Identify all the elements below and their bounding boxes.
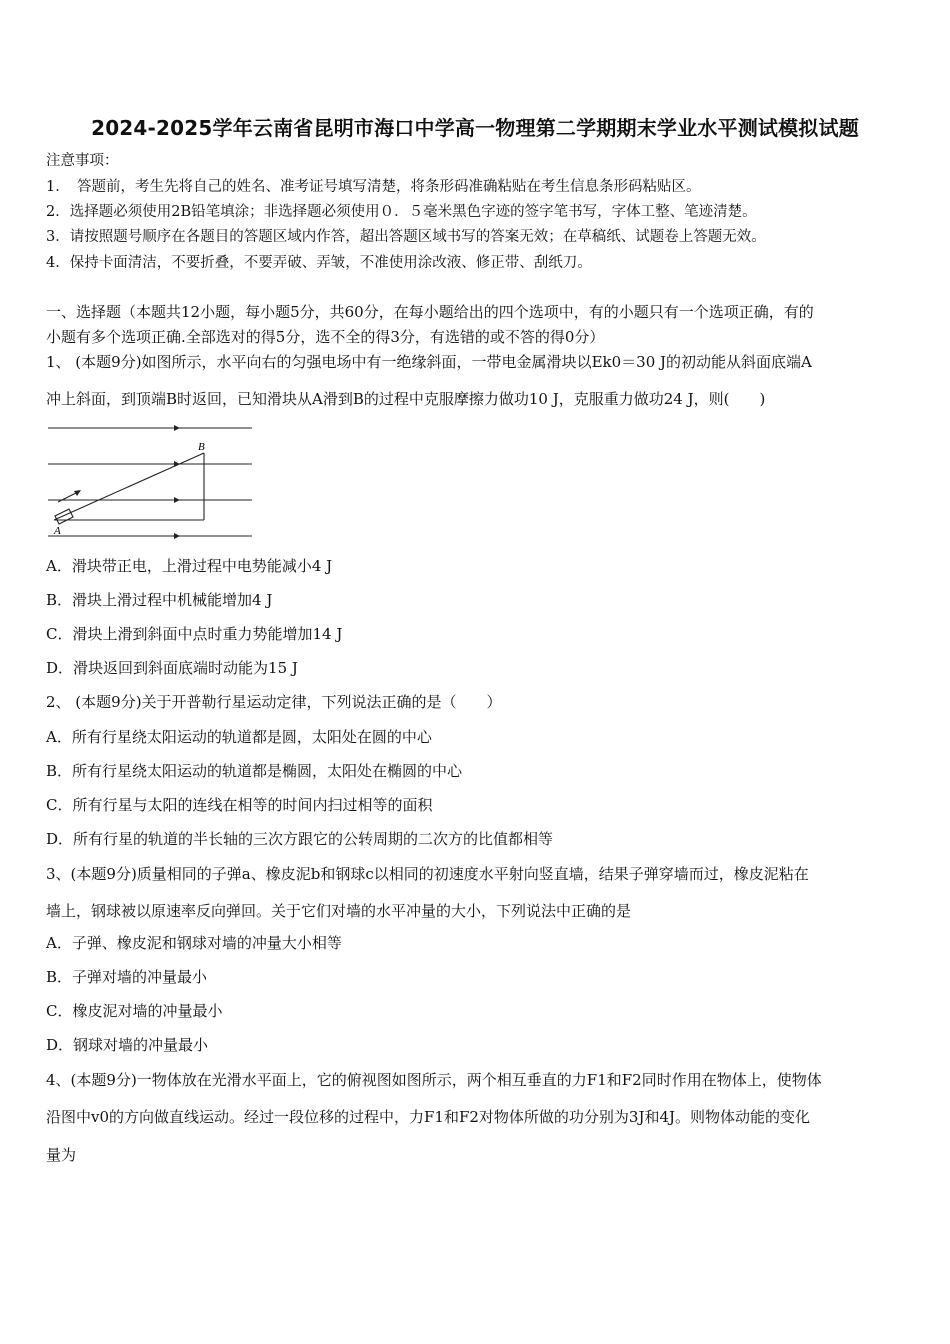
q1-option-a: A．滑块带正电，上滑过程中电势能减小4 J [46,557,333,575]
incline-field-figure [46,420,256,542]
question-3-line-1: 3、(本题9分)质量相同的子弹a、橡皮泥b和钢球c以相同的初速度水平射向竖直墙，结果子弹穿墙而过，橡皮泥粘在 [46,865,809,883]
q2-option-c: C．所有行星与太阳的连线在相等的时间内扫过相等的面积 [46,796,433,814]
q2-option-b: B．所有行星绕太阳运动的轨道都是椭圆，太阳处在椭圆的中心 [46,762,463,780]
label-b: B [198,441,205,453]
notice-item-2: 2．选择题必须使用2B铅笔填涂；非选择题必须使用０．５毫米黑色字迹的签字笔书写，字体工整、笔迹清楚。 [46,204,757,220]
question-4-line-2: 沿图中v0的方向做直线运动。经过一段位移的过程中，力F1和F2对物体所做的功分别为3J和4J。则物体动能的变化 [46,1108,811,1126]
q1-option-d: D．滑块返回到斜面底端时动能为15 J [46,659,298,677]
notice-item-4: 4．保持卡面清洁，不要折叠，不要弄破、弄皱，不准使用涂改液、修正带、刮纸刀。 [46,255,592,271]
field-arrowhead-4 [174,533,180,539]
q1-option-b: B．滑块上滑过程中机械能增加4 J [46,591,273,609]
section-heading-line-2: 小题有多个选项正确.全部选对的得5分，选不全的得3分，有选错的或不答的得0分） [46,328,605,346]
question-3-line-2: 墙上，钢球被以原速率反向弹回。关于它们对墙的水平冲量的大小，下列说法中正确的是 [46,902,632,920]
q2-option-d: D．所有行星的轨道的半长轴的三次方跟它的公转周期的二次方的比值都相等 [46,830,554,848]
q1-option-c: C．滑块上滑到斜面中点时重力势能增加14 J [46,625,343,643]
question-4-line-1: 4、(本题9分)一物体放在光滑水平面上，它的俯视图如图所示，两个相互垂直的力F1和F2同时作用在物体上，使物体 [46,1071,822,1089]
question-2-stem: 2、 (本题9分)关于开普勒行星运动定律，下列说法正确的是（ ） [46,693,502,711]
question-1-line-1: 1、 (本题9分)如图所示，水平向右的匀强电场中有一绝缘斜面，一带电金属滑块以Ek0＝30 J的初动能从斜面底端A [46,353,812,371]
notice-item-3: 3．请按照题号顺序在各题目的答题区域内作答，超出答题区域书写的答案无效；在草稿纸、试题卷上答题无效。 [46,229,766,245]
slider-block [55,509,73,524]
q3-option-d: D．钢球对墙的冲量最小 [46,1036,209,1054]
field-arrowhead-2 [174,461,180,467]
q3-option-c: C．橡皮泥对墙的冲量最小 [46,1002,223,1020]
notice-item-1: 1． 答题前，考生先将自己的姓名、准考证号填写清楚，将条形码准确粘贴在考生信息条形码粘贴区。 [46,179,701,195]
question-4-line-3: 量为 [46,1146,77,1164]
notice-heading: 注意事项： [46,153,119,169]
q2-option-a: A．所有行星绕太阳运动的轨道都是圆，太阳处在圆的中心 [46,728,432,746]
exam-title: 2024-2025学年云南省昆明市海口中学高一物理第二学期期末学业水平测试模拟试题 [91,116,859,140]
field-arrowhead-1 [174,425,180,431]
question-1-line-2: 冲上斜面，到顶端B时返回，已知滑块从A滑到B的过程中克服摩擦力做功10 J，克服重力做功24 J，则( ) [46,390,766,408]
incline-surface [54,453,204,520]
q3-option-b: B．子弹对墙的冲量最小 [46,968,208,986]
q3-option-a: A．子弹、橡皮泥和钢球对墙的冲量大小相等 [46,934,342,952]
section-heading-line-1: 一、选择题（本题共12小题，每小题5分，共60分，在每小题给出的四个选项中，有的小题只有一个选项正确，有的 [46,303,814,321]
label-a: A [54,525,61,537]
field-arrowhead-3 [174,497,180,503]
